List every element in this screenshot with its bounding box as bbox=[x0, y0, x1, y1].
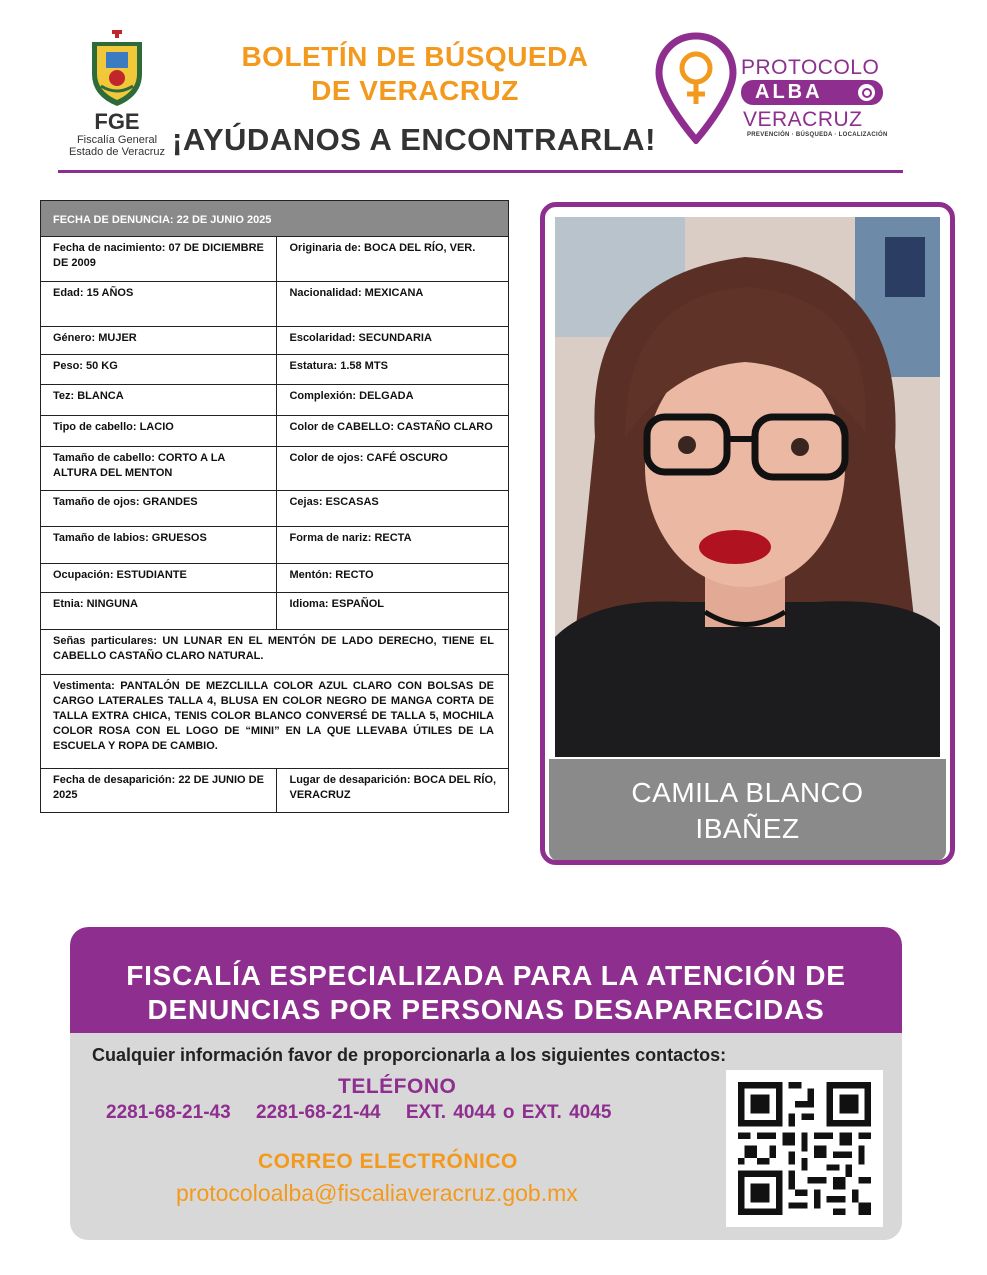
schooling: Escolaridad: SECUNDARIA bbox=[277, 327, 509, 355]
report-date: FECHA DE DENUNCIA: 22 DE JUNIO 2025 bbox=[41, 201, 509, 237]
phone-number-1[interactable]: 2281-68-21-43 bbox=[106, 1102, 231, 1123]
complexion-color: Tez: BLANCA bbox=[41, 385, 277, 416]
language: Idioma: ESPAÑOL bbox=[277, 593, 509, 630]
height: Estatura: 1.58 MTS bbox=[277, 355, 509, 385]
age: Edad: 15 AÑOS bbox=[41, 282, 277, 327]
chin: Mentón: RECTO bbox=[277, 564, 509, 593]
gender: Género: MUJER bbox=[41, 327, 277, 355]
portrait-illustration bbox=[555, 217, 940, 757]
occupation: Ocupación: ESTUDIANTE bbox=[41, 564, 277, 593]
hair-length: Tamaño de cabello: CORTO A LA ALTURA DEL MENTON bbox=[41, 447, 277, 491]
nose-shape: Forma de nariz: RECTA bbox=[277, 527, 509, 564]
agency-name-line1: Fiscalía General bbox=[76, 134, 158, 146]
protocolo-alba-logo bbox=[655, 32, 895, 147]
search-icon bbox=[858, 84, 875, 101]
disappearance-date: Fecha de desaparición: 22 DE JUNIO DE 2025 bbox=[41, 769, 277, 813]
phone-label: TELÉFONO bbox=[338, 1075, 457, 1098]
eye-size: Tamaño de ojos: GRANDES bbox=[41, 491, 277, 527]
missing-person-name bbox=[549, 759, 946, 861]
header-divider bbox=[58, 170, 903, 173]
eye-color: Color de ojos: CAFÉ OSCURO bbox=[277, 447, 509, 491]
weight: Peso: 50 KG bbox=[41, 355, 277, 385]
nationality: Nacionalidad: MEXICANA bbox=[277, 282, 509, 327]
name-line2: IBAÑEZ bbox=[695, 813, 800, 844]
banner-line1: FISCALÍA ESPECIALIZADA PARA LA ATENCIÓN DE bbox=[126, 960, 846, 991]
protocol-line1: PROTOCOLO bbox=[741, 56, 880, 79]
agency-banner bbox=[70, 927, 902, 1033]
protocol-tagline: PREVENCIÓN · BÚSQUEDA · LOCALIZACIÓN bbox=[747, 132, 888, 138]
protocol-line2: ALBA bbox=[755, 81, 823, 103]
missing-person-card bbox=[540, 202, 955, 865]
agency-abbr: FGE bbox=[94, 109, 140, 134]
email-link[interactable]: protocoloalba@fiscaliaveracruz.gob.mx bbox=[176, 1180, 578, 1206]
build: Complexión: DELGADA bbox=[277, 385, 509, 416]
origin: Originaria de: BOCA DEL RÍO, VER. bbox=[277, 237, 509, 282]
bulletin-title bbox=[180, 40, 650, 108]
clothing-description: Vestimenta: PANTALÓN DE MEZCLILLA COLOR AZUL CLARO CON BOLSAS DE CARGO LATERALES TALLA 4, BLUSA EN COLOR NEGRO DE MANGA CORTA DE TALLA EXTRA CHICA, TENIS COLOR BLANCO CONVERSÉ DE TALLA 5, MOCHILA COLOR ROSA CON EL LOGO DE “MINI” EN LA QUE LLEVABA ÚTILES DE LA ESCUELA Y ROPA DE CAMBIO. bbox=[41, 675, 509, 769]
distinctive-marks: Señas particulares: UN LUNAR EN EL MENTÓN DE LADO DERECHO, TIENE EL CABELLO CASTAÑO CLARO NATURAL. bbox=[41, 630, 509, 675]
title-line2: DE VERACRUZ bbox=[311, 75, 519, 106]
protocol-alba-badge bbox=[741, 80, 883, 105]
contact-card bbox=[70, 927, 902, 1240]
hair-color: Color de CABELLO: CASTAÑO CLARO bbox=[277, 416, 509, 447]
description-table bbox=[40, 200, 509, 813]
phone-number-2[interactable]: 2281-68-21-44 bbox=[255, 1102, 381, 1123]
phone-numbers bbox=[106, 1102, 629, 1124]
hair-type: Tipo de cabello: LACIO bbox=[41, 416, 277, 447]
qr-code[interactable] bbox=[726, 1070, 883, 1227]
agency-name-line2: Estado de Veracruz bbox=[68, 146, 165, 158]
map-pin-female-icon bbox=[655, 32, 737, 144]
veracruz-coat-of-arms-icon bbox=[86, 30, 148, 108]
birth-date: Fecha de nacimiento: 07 DE DICIEMBRE DE 2009 bbox=[41, 237, 277, 282]
qr-code-icon bbox=[738, 1082, 871, 1215]
protocol-line3: VERACRUZ bbox=[743, 108, 863, 131]
lip-size: Tamaño de labios: GRUESOS bbox=[41, 527, 277, 564]
eyebrows: Cejas: ESCASAS bbox=[277, 491, 509, 527]
fge-logo bbox=[62, 30, 172, 160]
phone-extensions: EXT. 4044 o EXT. 4045 bbox=[405, 1102, 612, 1123]
name-line1: CAMILA BLANCO bbox=[631, 777, 864, 808]
disappearance-place: Lugar de desaparición: BOCA DEL RÍO, VERACRUZ bbox=[277, 769, 509, 813]
email-label: CORREO ELECTRÓNICO bbox=[258, 1150, 518, 1173]
title-line1: BOLETÍN DE BÚSQUEDA bbox=[241, 41, 589, 72]
missing-person-photo bbox=[555, 217, 940, 757]
ethnicity: Etnia: NINGUNA bbox=[41, 593, 277, 630]
banner-line2: DENUNCIAS POR PERSONAS DESAPARECIDAS bbox=[147, 994, 825, 1025]
help-us-subtitle: ¡AYÚDANOS A ENCONTRARLA! bbox=[172, 122, 656, 157]
contact-intro: Cualquier información favor de proporcionarla a los siguientes contactos: bbox=[92, 1045, 727, 1065]
